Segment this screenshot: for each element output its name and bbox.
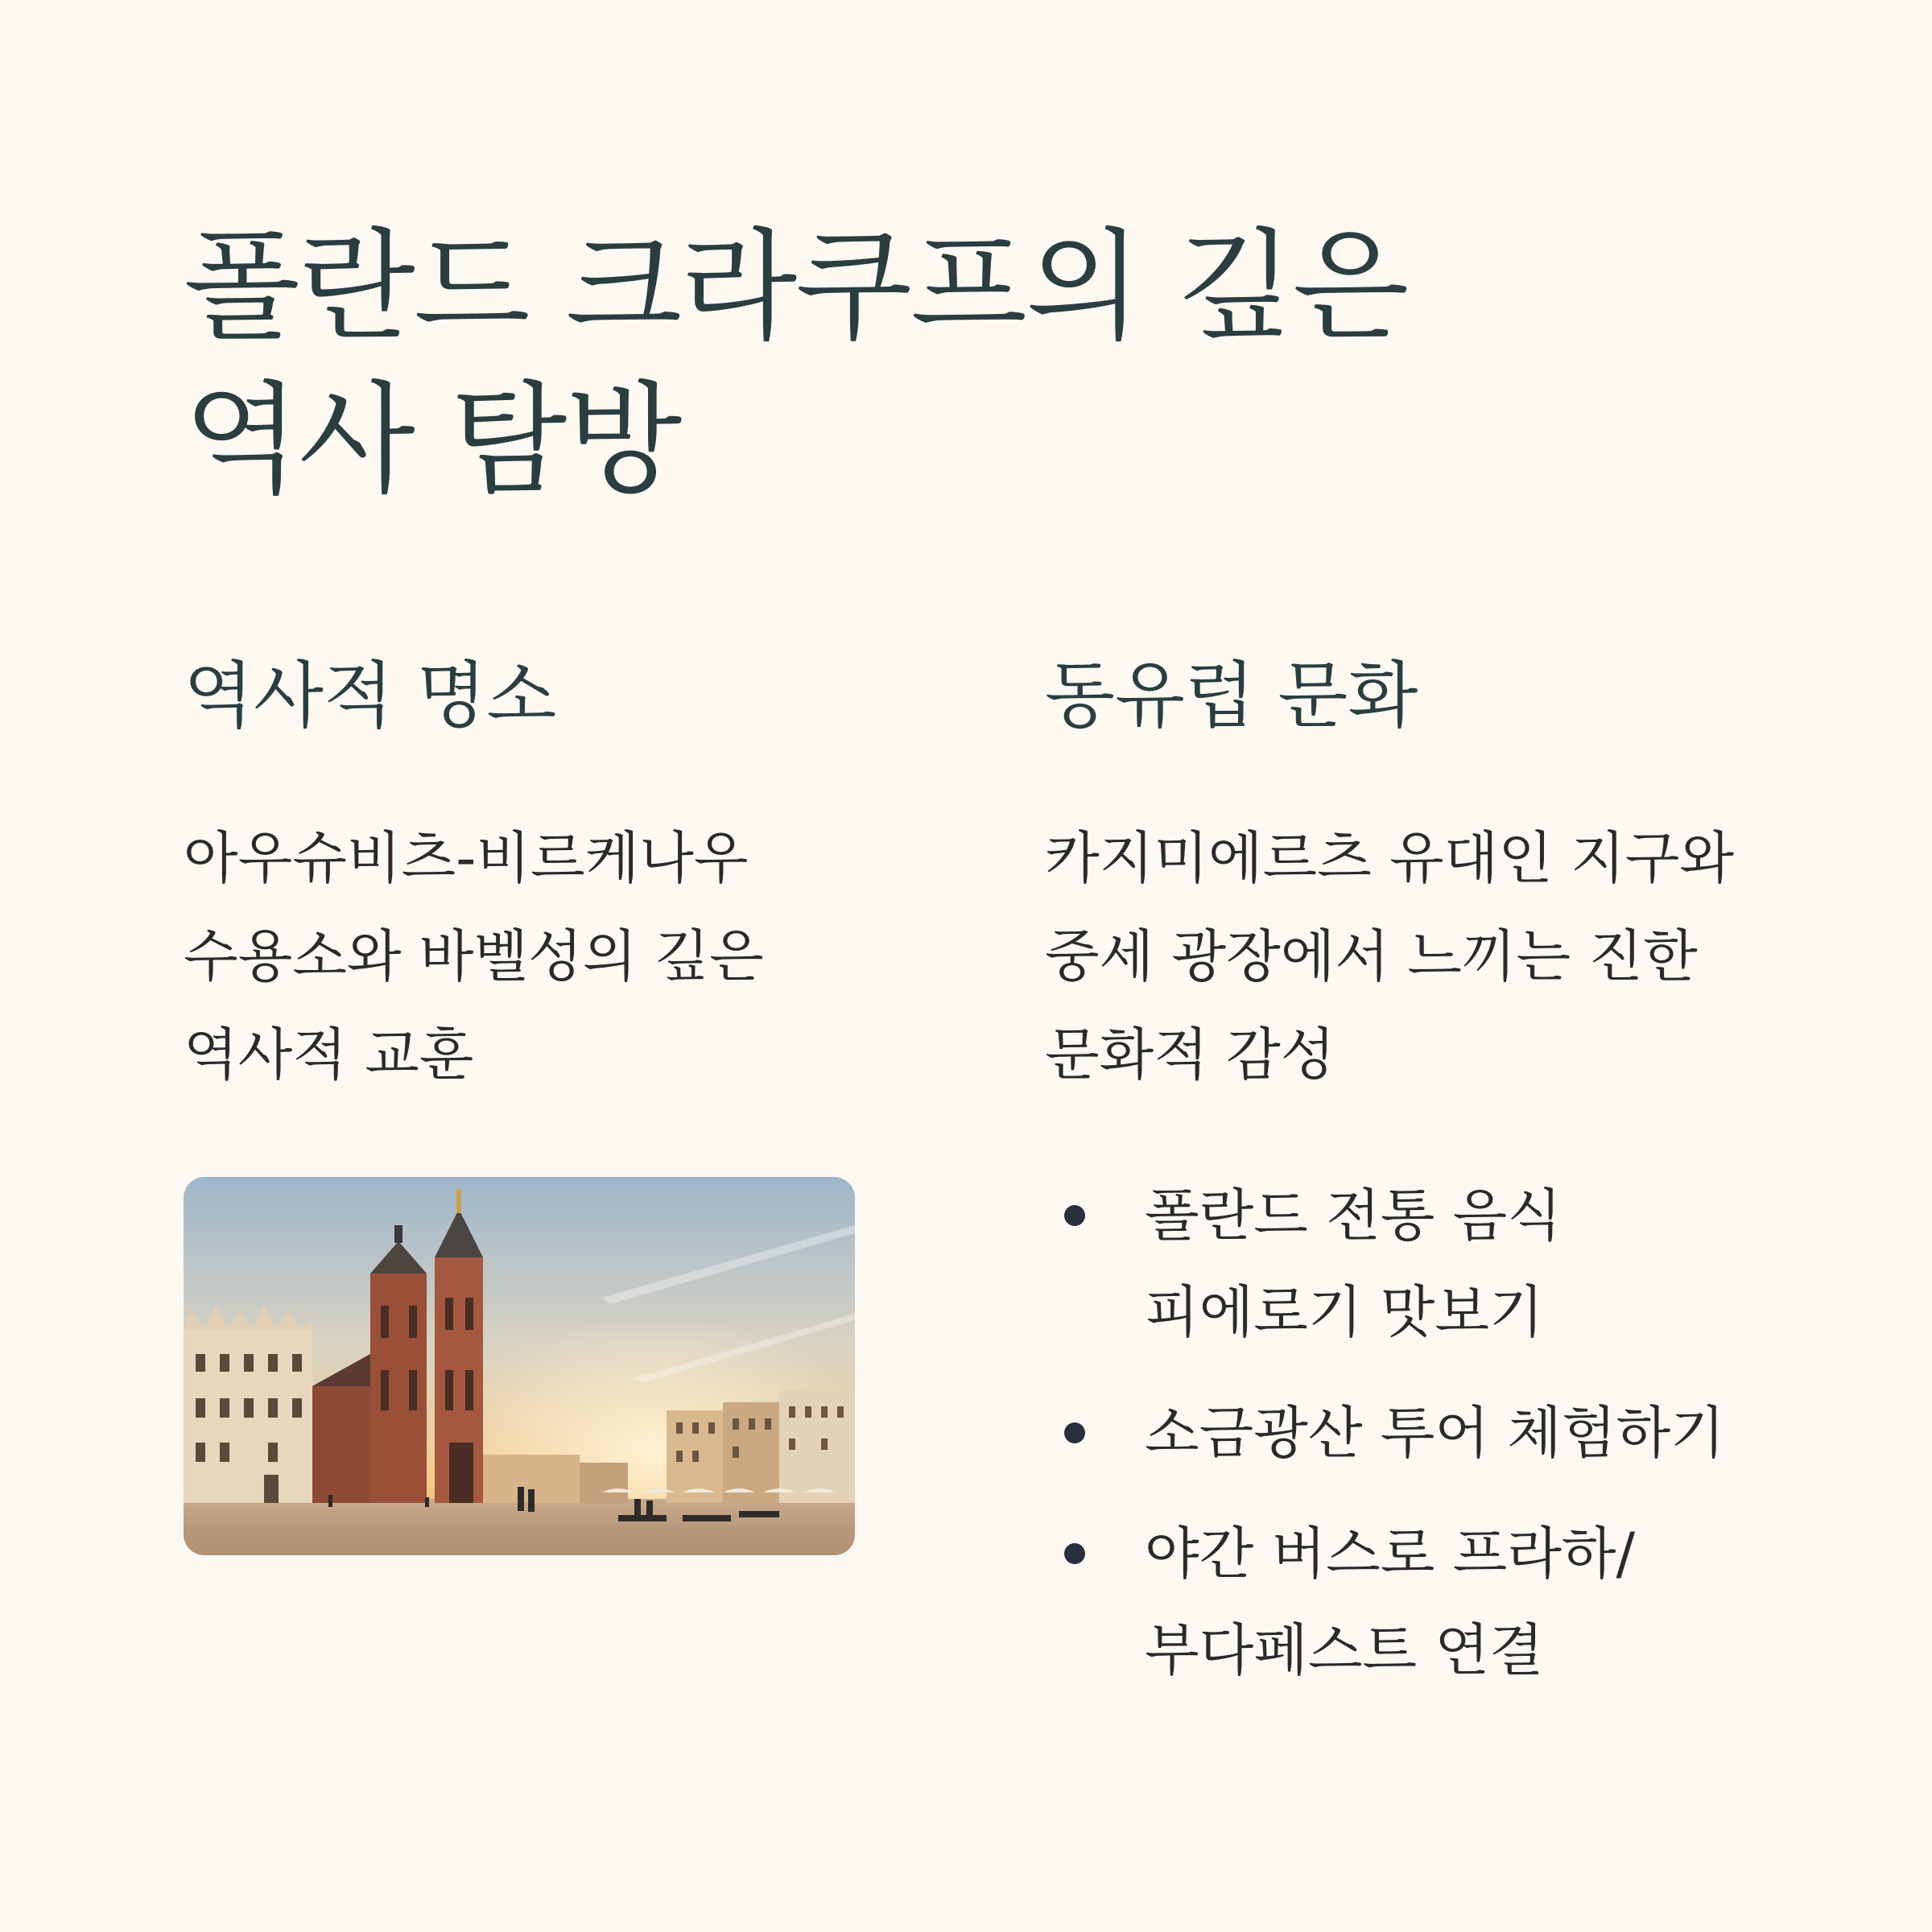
right-body-line-1: 카지미에르츠 유대인 지구와 xyxy=(1045,825,1734,891)
page-title-line-2: 역사 탐방 xyxy=(184,370,681,510)
bullet-item-line: 부다페스트 연결 xyxy=(1145,1617,1544,1683)
bullet-item xyxy=(1045,1385,1725,1481)
krakow-market-square-photo xyxy=(184,1177,855,1555)
right-column-heading: 동유럽 문화 xyxy=(1045,654,1418,738)
bullet-item-line: 야간 버스로 프라하/ xyxy=(1145,1521,1636,1587)
left-column-body xyxy=(184,809,764,1104)
page-title-line-1: 폴란드 크라쿠프의 깊은 xyxy=(184,217,1408,357)
right-column-body xyxy=(1045,809,1734,1104)
bullet-item-line: 폴란드 전통 음식 xyxy=(1145,1183,1562,1249)
left-body-line-3: 역사적 교훈 xyxy=(184,1022,474,1088)
right-body-line-3: 문화적 감성 xyxy=(1045,1022,1335,1088)
left-body-line-1: 아우슈비츠-비르케나우 xyxy=(184,825,749,891)
left-column-heading: 역사적 명소 xyxy=(184,654,557,738)
bullet-item xyxy=(1045,1167,1725,1360)
right-column-bullet-list xyxy=(1045,1167,1725,1723)
bullet-dot-icon xyxy=(1064,1543,1085,1564)
bullet-dot-icon xyxy=(1064,1205,1085,1226)
bullet-dot-icon xyxy=(1064,1422,1085,1443)
page-title xyxy=(184,211,1407,517)
bullet-item-line: 피에로기 맛보기 xyxy=(1145,1279,1544,1345)
bullet-item xyxy=(1045,1505,1725,1699)
right-body-line-2: 중세 광장에서 느끼는 진한 xyxy=(1045,923,1698,989)
left-body-line-2: 수용소와 바벨성의 깊은 xyxy=(184,923,764,989)
bullet-item-line: 소금광산 투어 체험하기 xyxy=(1145,1400,1725,1466)
